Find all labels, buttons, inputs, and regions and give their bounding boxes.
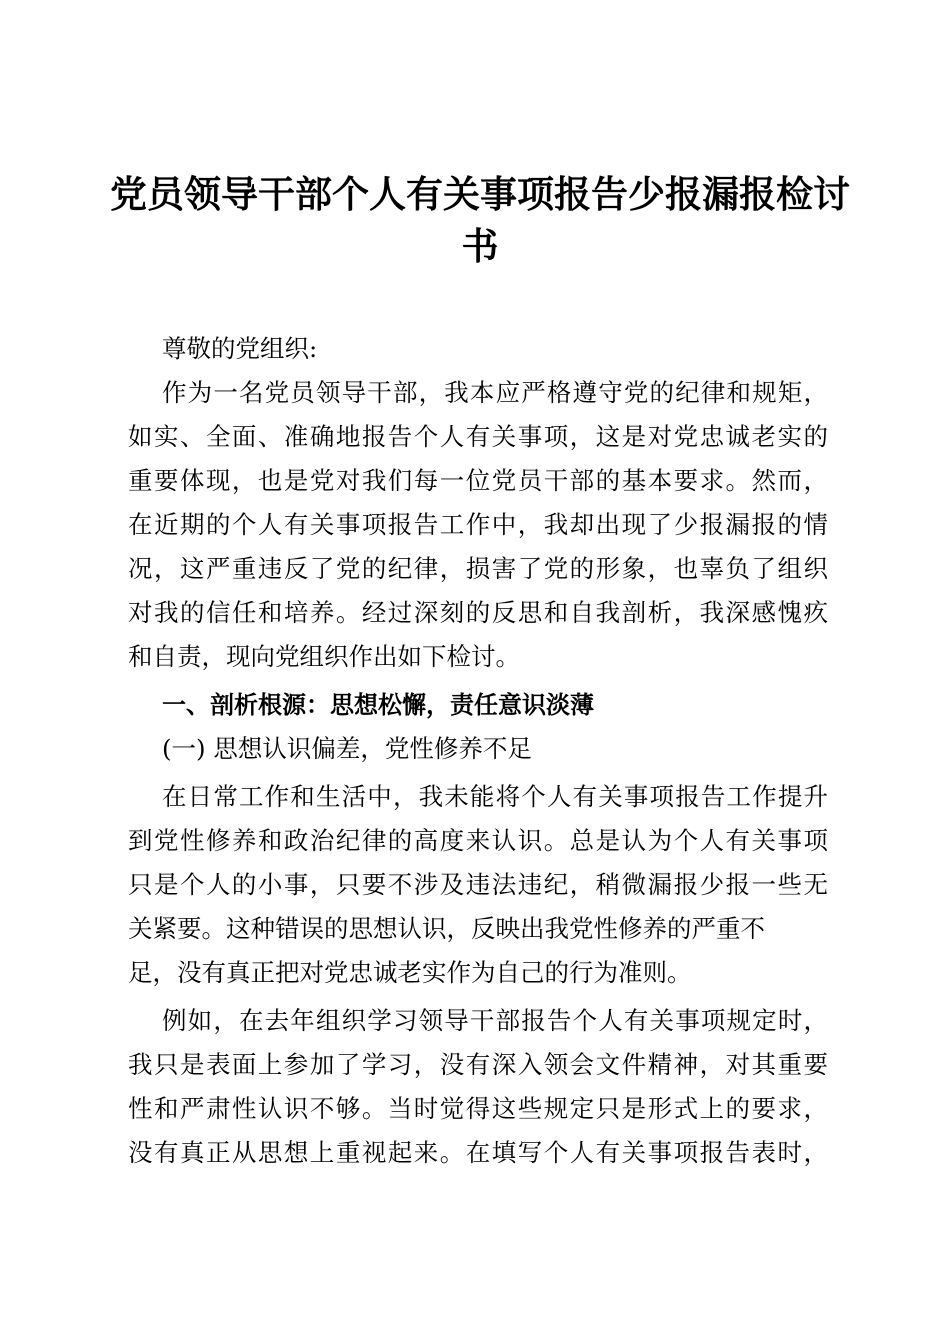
- paragraph-2-line: 关紧要。这种错误的思想认识，反映出我党性修养的严重不: [128, 914, 765, 943]
- paragraph-3-line: 性和严肃性认识不够。当时觉得这些规定只是形式上的要求，: [128, 1094, 828, 1123]
- paragraph-1-line: 对我的信任和培养。经过深刻的反思和自我剖析，我深感愧疚: [128, 598, 828, 627]
- paragraph-1-line: 作为一名党员领导干部，我本应严格遵守党的纪律和规矩，: [162, 378, 828, 407]
- paragraph-1-line: 况，这严重违反了党的纪律，损害了党的形象，也辜负了组织: [128, 554, 828, 583]
- paragraph-3-line: 我只是表面上参加了学习，没有深入领会文件精神，对其重要: [128, 1050, 828, 1079]
- salutation: 尊敬的党组织:: [162, 334, 318, 363]
- paragraph-1-line: 如实、全面、准确地报告个人有关事项，这是对党忠诚老实的: [128, 422, 828, 451]
- paragraph-3-line: 例如，在去年组织学习领导干部报告个人有关事项规定时，: [162, 1006, 828, 1035]
- subsection-heading-1: (一) 思想认识偏差，党性修养不足: [162, 734, 532, 763]
- paragraph-1-line: 和自责，现向党组织作出如下检讨。: [128, 642, 520, 671]
- paragraph-3-line: 没有真正从思想上重视起来。在填写个人有关事项报告表时，: [128, 1138, 828, 1167]
- title-line-1: 党员领导干部个人有关事项报告少报漏报检讨: [110, 172, 850, 216]
- section-heading-1: 一、剖析根源：思想松懈，责任意识淡薄: [162, 691, 594, 719]
- paragraph-2-line: 只是个人的小事，只要不涉及违法违纪，稍微漏报少报一些无: [128, 870, 828, 899]
- title-line-2: 书: [461, 224, 499, 268]
- paragraph-2-line: 足，没有真正把对党忠诚老实作为自己的行为准则。: [128, 958, 692, 987]
- paragraph-1-line: 重要体现，也是党对我们每一位党员干部的基本要求。然而，: [128, 466, 828, 495]
- paragraph-2-line: 到党性修养和政治纪律的高度来认识。总是认为个人有关事项: [128, 826, 828, 855]
- document-title: [110, 168, 850, 272]
- paragraph-1-line: 在近期的个人有关事项报告工作中，我却出现了少报漏报的情: [128, 510, 828, 539]
- paragraph-2-line: 在日常工作和生活中，我未能将个人有关事项报告工作提升: [162, 782, 828, 811]
